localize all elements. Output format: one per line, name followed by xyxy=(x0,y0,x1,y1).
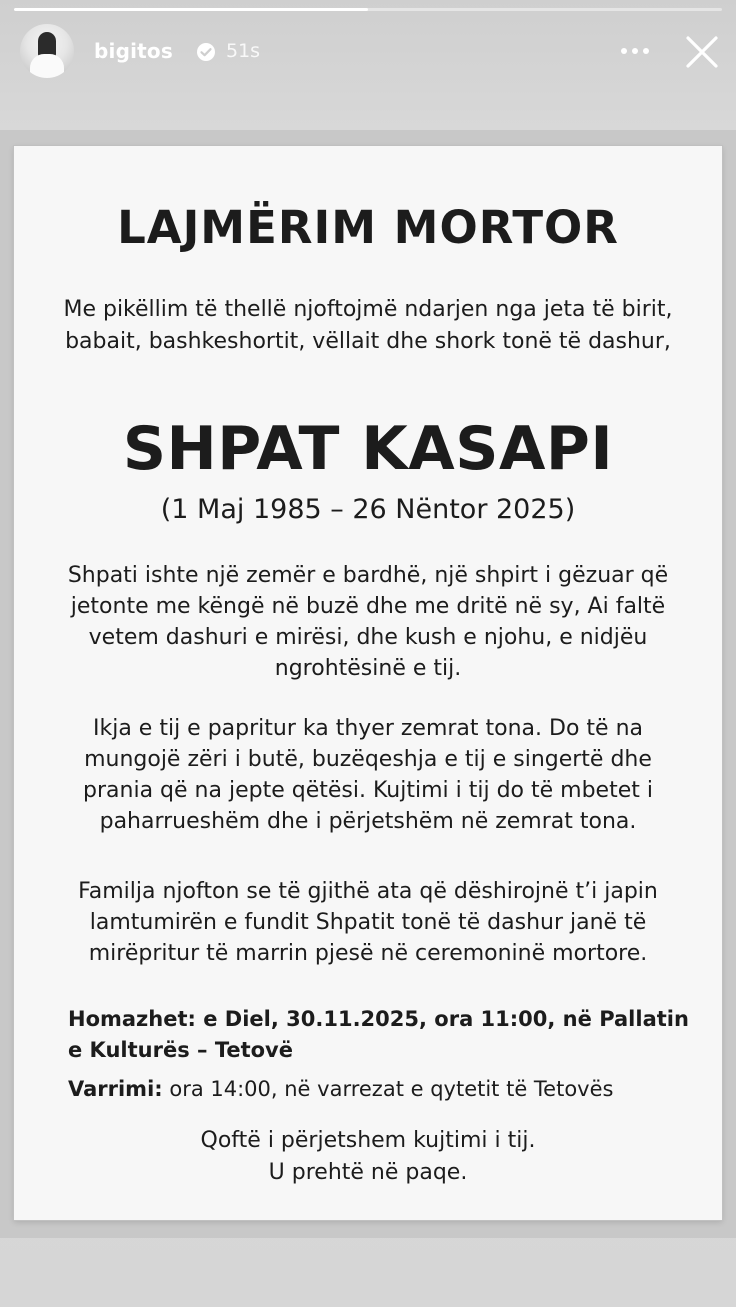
verified-badge-icon xyxy=(196,42,216,62)
tribute-paragraph: Shpati ishte një zemër e bardhë, një shpirt i gëzuar që jetonte me këngë në buzë dhe me dritë në sy, Ai faltë vetem dashuri e mirësi, dhe kush e njohu, e nidjëu ngrohtësinë e tij. xyxy=(67,563,669,681)
burial-label: Varrimi: xyxy=(68,1077,163,1101)
story-progress-fill xyxy=(14,8,368,11)
username[interactable]: bigitos xyxy=(94,39,173,63)
closing-line: Qoftë i përjetshem kujtimi i tij. xyxy=(200,1128,536,1153)
ceremony-invitation: Familja njofton se të gjithë ata që dëshirojnë t’i japin lamtumirën e fundit Shpatit tonë të dashur janë të mirëpritur të marrin pjesë në ceremoninë mortore. xyxy=(78,879,658,966)
more-dots-icon[interactable] xyxy=(620,46,650,56)
avatar[interactable] xyxy=(20,24,74,78)
closing-lines xyxy=(14,1125,722,1189)
story-header xyxy=(20,24,720,80)
obituary-poster xyxy=(14,146,722,1220)
notice-intro: Me pikëllim të thellë njoftojmë ndarjen nga jeta të birit, babait, bashkeshortit, vëllait dhe shork tonë të dashur, xyxy=(63,297,673,354)
tribute-paragraph: Ikja e tij e papritur ka thyer zemrat tona. Do të na mungojë zëri i butë, buzëqeshja e tij e singertë dhe prania që na jepte qëtësi. Kujtimi i tij do të mbetet i paharrueshëm dhe i përjetshëm në zemrat tona. xyxy=(83,716,653,834)
story-progress-bar xyxy=(14,8,722,11)
homage-details xyxy=(68,1004,692,1066)
burial-details xyxy=(68,1074,692,1105)
close-x-icon[interactable] xyxy=(684,34,720,70)
avatar-body xyxy=(30,54,64,78)
life-dates: (1 Maj 1985 – 26 Nëntor 2025) xyxy=(160,494,576,525)
story-timestamp: 51s xyxy=(226,40,261,62)
deceased-name: SHPAT KASAPI xyxy=(122,414,614,484)
homage-text: e Diel, 30.11.2025, ora 11:00, në Pallatin e Kulturës – Tetovë xyxy=(68,1007,689,1062)
closing-line: U prehtë në paqe. xyxy=(268,1160,468,1185)
burial-text: ora 14:00, në varrezat e qytetit të Tetovës xyxy=(162,1077,614,1101)
homage-label: Homazhet: xyxy=(68,1007,196,1031)
notice-title: LAJMËRIM MORTOR xyxy=(117,201,619,254)
